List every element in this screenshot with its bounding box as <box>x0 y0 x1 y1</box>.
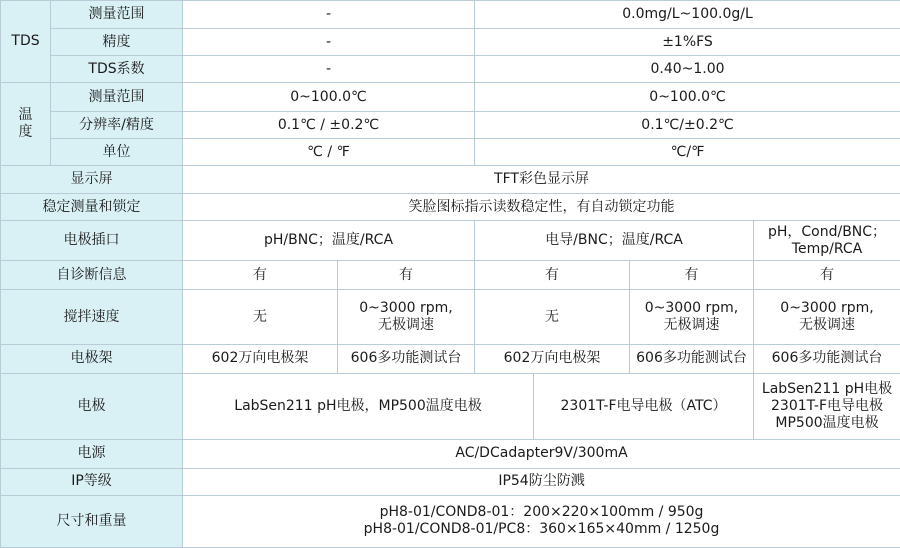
value-cell: 无 <box>183 290 338 344</box>
row-socket <box>1 221 900 261</box>
row-power <box>1 439 900 468</box>
row-self-diagnosis <box>1 261 900 290</box>
value-cell: 0.1℃ / ±0.2℃ <box>183 112 475 139</box>
value-cell <box>630 290 754 344</box>
row-label: 测量范围 <box>51 83 183 112</box>
row-temp-unit <box>1 139 900 166</box>
row-tds-accuracy <box>1 29 900 56</box>
value-line: 无极调速 <box>378 317 434 334</box>
value-cell: 602万向电极架 <box>183 344 338 373</box>
row-label: 尺寸和重量 <box>1 495 183 547</box>
row-tds-range <box>1 1 900 29</box>
value-cell: 无 <box>475 290 630 344</box>
row-tds-coeff <box>1 56 900 83</box>
value-cell: 2301T-F电导电极（ATC） <box>534 373 754 439</box>
value-line: Temp/RCA <box>791 240 863 257</box>
value-cell: AC/DCadapter9V/300mA <box>183 439 900 468</box>
value-cell: LabSen211 pH电极，MP500温度电极 <box>183 373 534 439</box>
value-cell: 有 <box>338 261 475 290</box>
row-stir-speed <box>1 290 900 344</box>
value-line: 无极调速 <box>799 317 856 334</box>
row-label: 稳定测量和锁定 <box>1 194 183 221</box>
row-stability <box>1 194 900 221</box>
value-cell: 笑脸图标指示读数稳定性，有自动锁定功能 <box>183 194 900 221</box>
row-label: 分辨率/精度 <box>51 112 183 139</box>
value-line: LabSen211 pH电极 <box>761 380 893 397</box>
value-line: 无极调速 <box>663 317 720 334</box>
value-cell: 电导/BNC；温度/RCA <box>475 221 754 261</box>
value-cell: 有 <box>183 261 338 290</box>
value-cell: 0.1℃/±0.2℃ <box>475 112 900 139</box>
row-label: 测量范围 <box>51 1 183 29</box>
value-cell <box>183 495 900 547</box>
value-cell: 有 <box>754 261 900 290</box>
value-cell: ℃ / ℉ <box>183 139 475 166</box>
value-cell: 606多功能测试台 <box>630 344 754 373</box>
row-label: TDS系数 <box>51 56 183 83</box>
value-cell: 0.0mg/L~100.0g/L <box>475 1 900 29</box>
value-line: 2301T-F电导电极 <box>771 397 884 414</box>
value-cell: 0~100.0℃ <box>183 83 475 112</box>
row-display <box>1 166 900 194</box>
value-line: pH8-01/COND8-01：200×220×100mm / 950g <box>379 504 704 521</box>
value-cell: 606多功能测试台 <box>338 344 475 373</box>
row-electrode <box>1 373 900 439</box>
value-cell <box>338 290 475 344</box>
row-size-weight <box>1 495 900 547</box>
row-label: 显示屏 <box>1 166 183 194</box>
row-label: 自诊断信息 <box>1 261 183 290</box>
value-cell: - <box>183 29 475 56</box>
value-cell: - <box>183 1 475 29</box>
group-label-bottom: 度 <box>18 124 33 141</box>
value-cell: 0~100.0℃ <box>475 83 900 112</box>
group-label-temperature <box>1 83 51 166</box>
row-label: 搅拌速度 <box>1 290 183 344</box>
value-cell: 602万向电极架 <box>475 344 630 373</box>
value-cell <box>754 373 900 439</box>
value-cell <box>754 221 900 261</box>
value-cell: ±1%FS <box>475 29 900 56</box>
row-label: 精度 <box>51 29 183 56</box>
group-label-top: 温 <box>18 107 33 124</box>
value-cell: TFT彩色显示屏 <box>183 166 900 194</box>
row-label: IP等级 <box>1 468 183 495</box>
row-temp-resolution <box>1 112 900 139</box>
row-electrode-stand <box>1 344 900 373</box>
value-line: 0~3000 rpm, <box>780 300 874 317</box>
value-cell: ℃/℉ <box>475 139 900 166</box>
value-cell: pH/BNC；温度/RCA <box>183 221 475 261</box>
group-label-tds: TDS <box>1 1 51 83</box>
row-label: 电极插口 <box>1 221 183 261</box>
value-cell: 0.40~1.00 <box>475 56 900 83</box>
row-ip-rating <box>1 468 900 495</box>
value-line: pH8-01/COND8-01/PC8：360×165×40mm / 1250g <box>363 521 720 538</box>
value-line: MP500温度电极 <box>775 414 879 431</box>
value-cell: 606多功能测试台 <box>754 344 900 373</box>
value-cell: 有 <box>630 261 754 290</box>
value-cell <box>754 290 900 344</box>
value-line: 0~3000 rpm, <box>359 300 453 317</box>
value-cell: IP54防尘防溅 <box>183 468 900 495</box>
row-temp-range <box>1 83 900 112</box>
row-label: 单位 <box>51 139 183 166</box>
value-line: pH，Cond/BNC； <box>767 223 887 240</box>
row-label: 电极 <box>1 373 183 439</box>
value-cell: 有 <box>475 261 630 290</box>
row-label: 电极架 <box>1 344 183 373</box>
row-label: 电源 <box>1 439 183 468</box>
value-cell: - <box>183 56 475 83</box>
value-line: 0~3000 rpm, <box>644 300 739 317</box>
